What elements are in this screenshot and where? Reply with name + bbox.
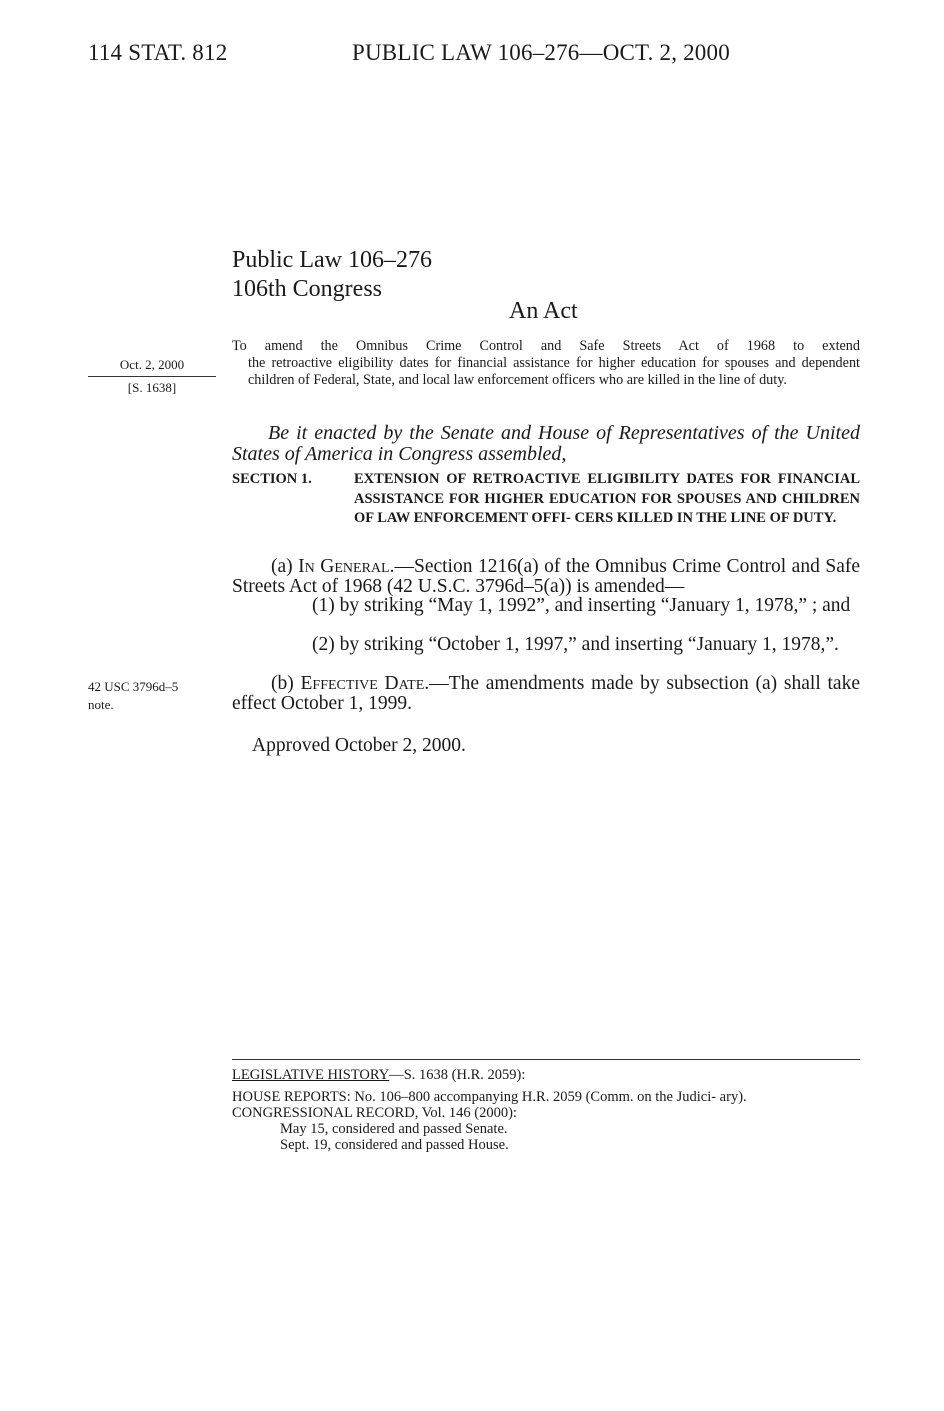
congressional-record: CONGRESSIONAL RECORD, Vol. 146 (2000): xyxy=(232,1105,517,1121)
margin-usc-note xyxy=(88,678,178,714)
paragraph-2: (2) by striking “October 1, 1997,” and inserting “January 1, 1978,”. xyxy=(312,634,839,655)
history-heading xyxy=(232,1067,860,1083)
house-reports: HOUSE REPORTS: No. 106–800 accompanying H.R. 2059 (Comm. on the Judici- ary). xyxy=(232,1089,747,1105)
an-act-heading: An Act xyxy=(509,298,578,324)
purpose-rest: the retroactive eligibility dates for financial assistance for higher education for spouses and dependent children of Federal, State, and local law enforcement officers who are killed in the line of duty. xyxy=(248,355,860,388)
usc-reference: 42 USC 3796d–5 xyxy=(88,679,179,694)
section-label: SECTION 1. xyxy=(232,471,312,487)
page-number-header: 114 STAT. 812 xyxy=(88,40,228,65)
history-heading-label: LEGISLATIVE HISTORY xyxy=(232,1067,390,1083)
section-title: EXTENSION OF RETROACTIVE ELIGIBILITY DATES FOR FINANCIAL ASSISTANCE FOR HIGHER EDUCATION FOR SPOUSES AND CHILDREN OF LAW ENFORCEMENT OFFI- CERS KILLED IN THE LINE OF DUTY. xyxy=(354,471,860,526)
title-block xyxy=(232,246,432,304)
subsection-b xyxy=(232,674,860,713)
act-purpose xyxy=(232,338,860,389)
subsection-a-caption: In General. xyxy=(298,556,395,577)
purpose-first-line: To amend the Omnibus Crime Control and Safe Streets Act of 1968 to extend xyxy=(232,338,860,354)
subsection-b-label: (b) xyxy=(271,673,301,694)
history-heading-rest: —S. 1638 (H.R. 2059): xyxy=(389,1067,526,1083)
bill-number: [S. 1638] xyxy=(127,380,177,395)
house-action: Sept. 19, considered and passed House. xyxy=(280,1137,509,1153)
margin-date-note xyxy=(88,356,216,397)
congress-number: 106th Congress xyxy=(232,276,382,302)
subsection-b-text: —The amendments made by subsection (a) shall take effect October 1, 1999. xyxy=(232,673,860,714)
history-rule xyxy=(232,1059,860,1060)
approval-line: Approved October 2, 2000. xyxy=(252,735,466,756)
legislative-history xyxy=(232,1067,860,1153)
senate-action: May 15, considered and passed Senate. xyxy=(280,1121,508,1137)
section-1-heading xyxy=(232,470,860,529)
enactment-date: Oct. 2, 2000 xyxy=(119,357,185,372)
paragraph-1: (1) by striking “May 1, 1992”, and inserting “January 1, 1978,” ; and xyxy=(312,595,851,616)
enacting-clause: Be it enacted by the Senate and House of Representatives of the United States of America in Congress assembled, xyxy=(232,422,860,465)
subsection-b-caption: Effective Date. xyxy=(300,673,430,694)
subsection-a-text: —Section 1216(a) of the Omnibus Crime Control and Safe Streets Act of 1968 (42 U.S.C. 3796d–5(a)) is amended— xyxy=(232,556,860,597)
subsection-a xyxy=(232,557,860,596)
margin-divider xyxy=(88,376,216,377)
running-head: PUBLIC LAW 106–276—OCT. 2, 2000 xyxy=(352,40,730,65)
subsection-a-label: (a) xyxy=(271,556,299,577)
usc-note-label: note. xyxy=(88,697,114,712)
public-law-number: Public Law 106–276 xyxy=(232,247,432,273)
